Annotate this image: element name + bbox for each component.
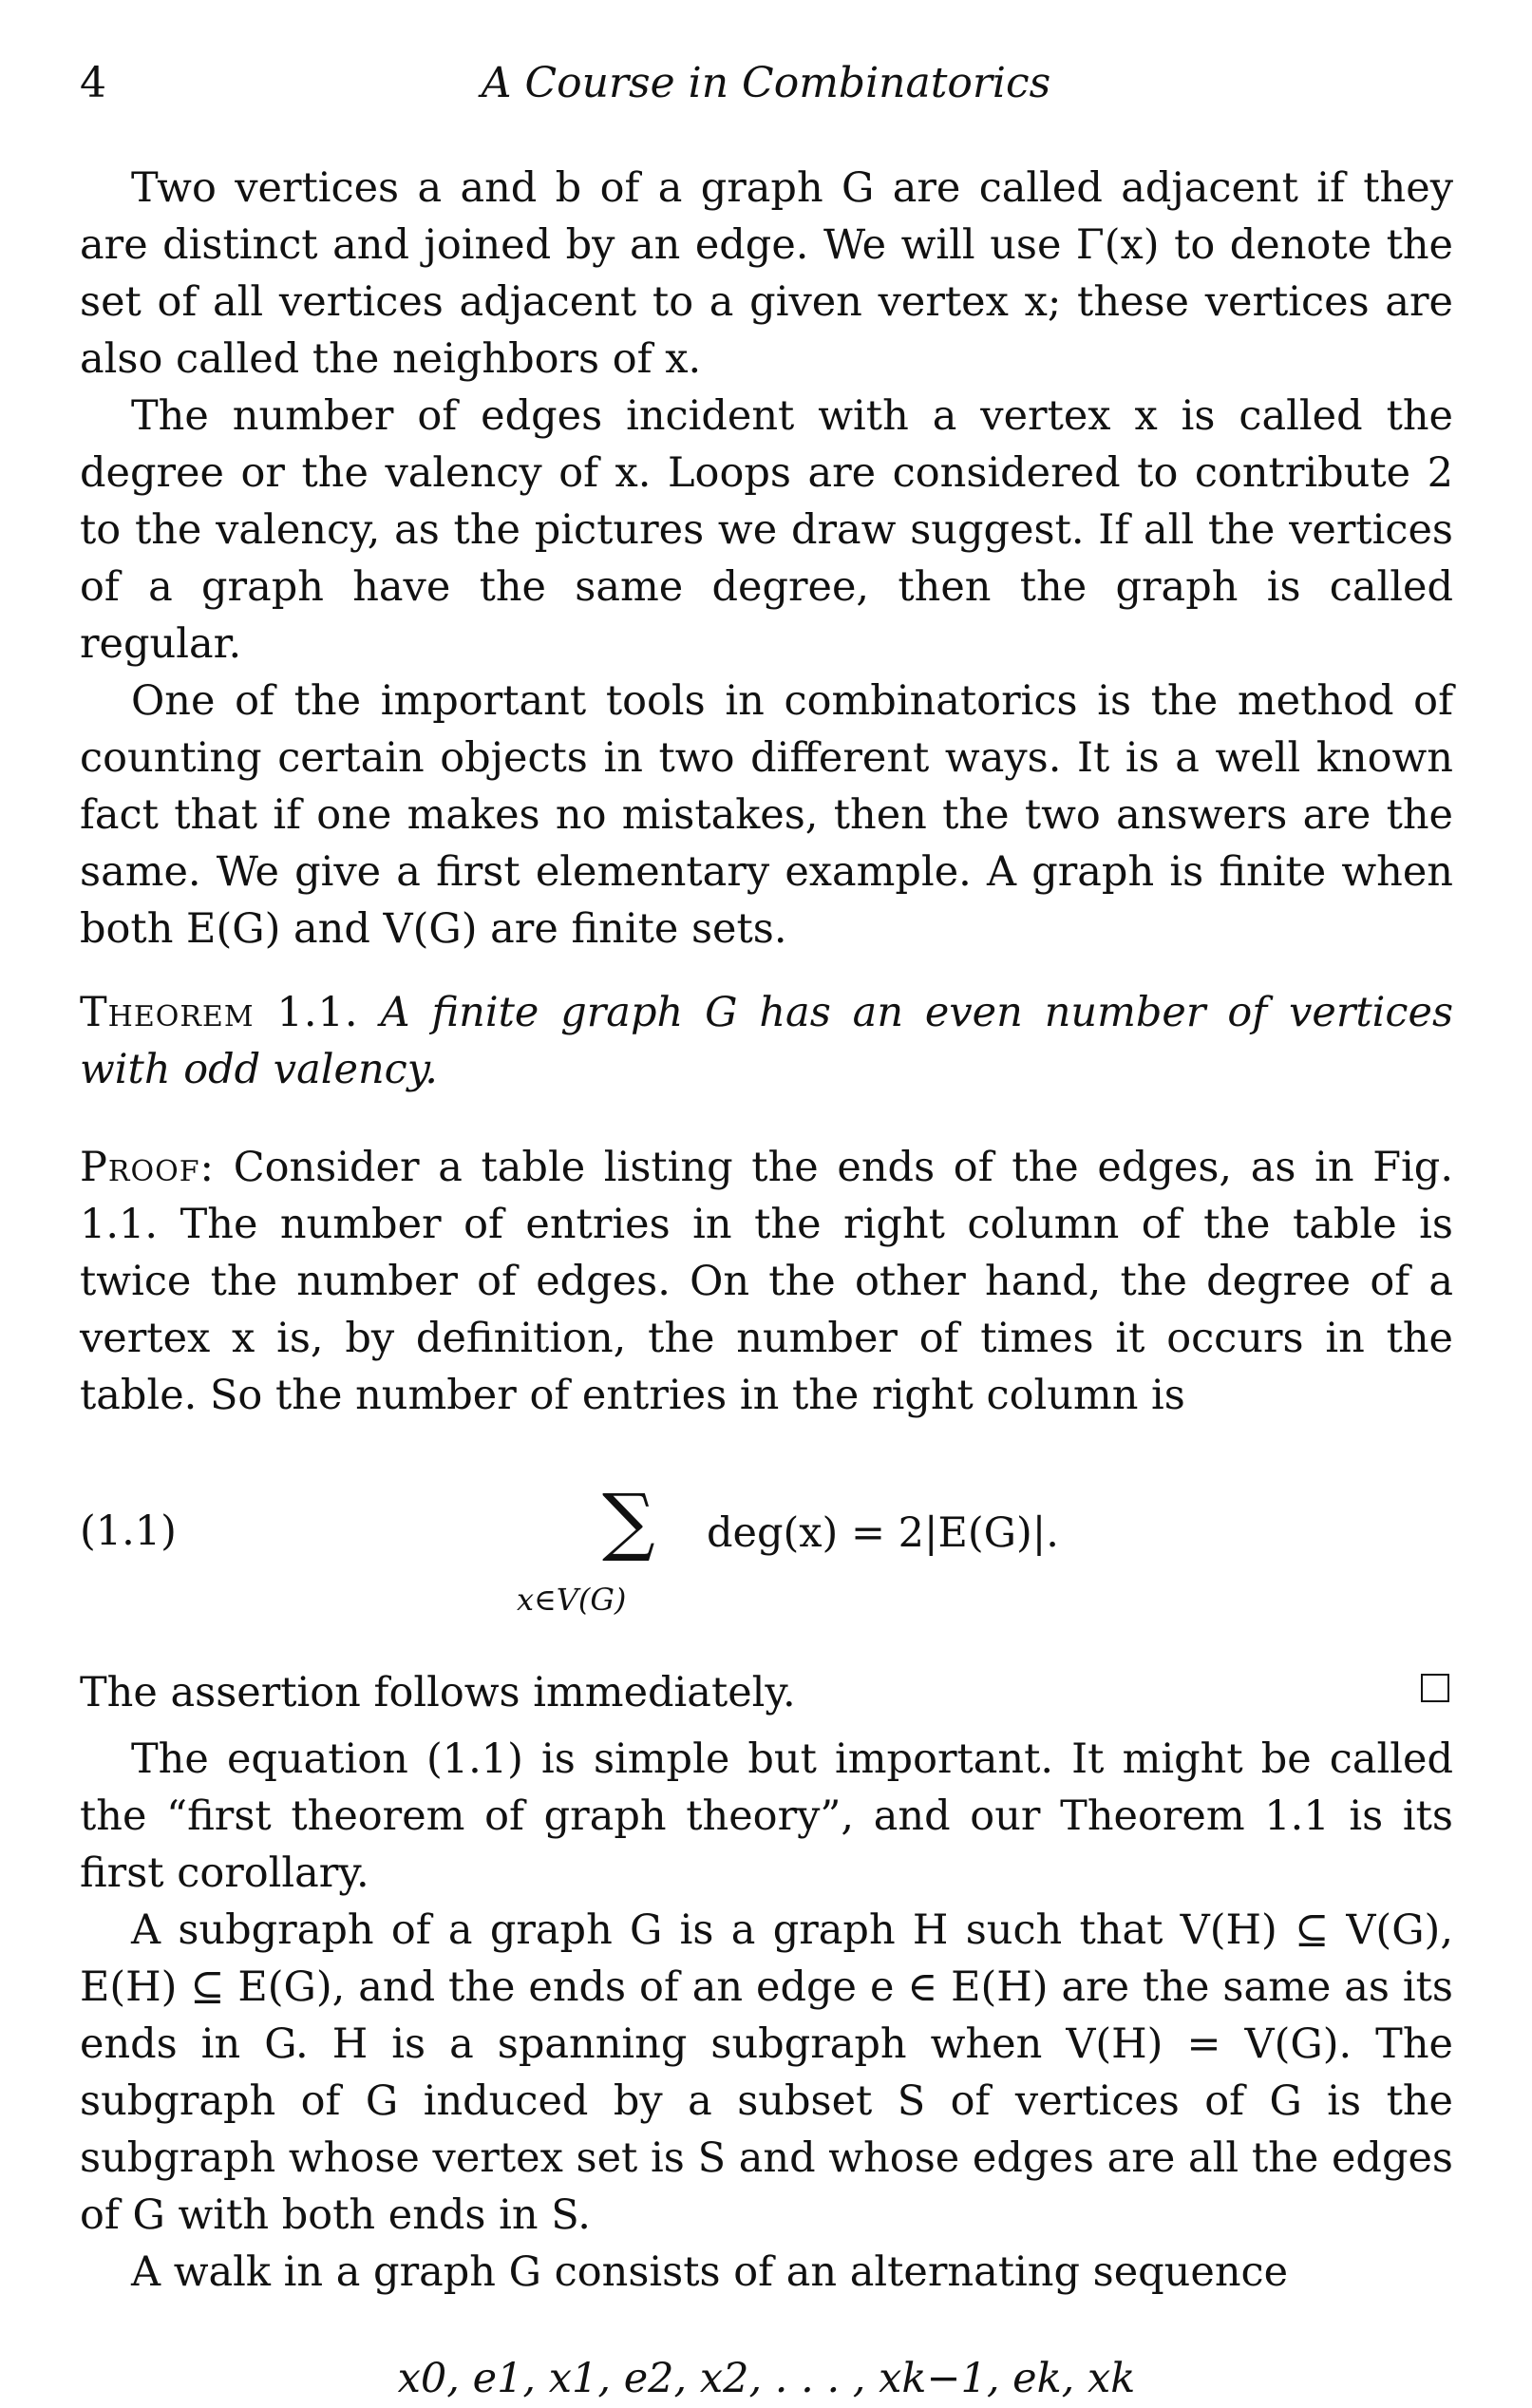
theorem-statement: A finite graph G has an even number of vertices with odd valency.: [80, 989, 1454, 1093]
proof-label: Proof:: [80, 1144, 216, 1191]
qed-box-icon: [1421, 1674, 1449, 1702]
equation-body: [517, 1479, 1182, 1645]
page-body: [80, 160, 1453, 2407]
walk-sequence: x0, e1, x1, e2, x2, . . . , xk−1, ek, xk: [397, 2355, 1136, 2402]
proof: [80, 1139, 1453, 1424]
paragraph-counting: One of the important tools in combinatorics is the method of counting certain objects in two different ways. It is a well known fact that if one makes no mistakes, then the two answers are the same. We give a first elementary example. A graph is finite when both E(G) and V(G) are finite sets.: [80, 677, 1453, 953]
page-number: 4: [80, 59, 106, 107]
summation-subscript: x∈V(G): [517, 1582, 627, 1618]
equation-label: (1.1): [80, 1507, 177, 1555]
equation-expression: deg(x) = 2|E(G)|.: [707, 1509, 1059, 1557]
assertion-text: The assertion follows immediately.: [80, 1669, 796, 1716]
proof-text: Consider a table listing the ends of the edges, as in Fig. 1.1. The number of entries in the right column of the table is twice the number of edges. On the other hand, the degree of a vertex x is, by definition, the number of times it occurs in the table. So the number of entries in the right column is: [80, 1144, 1453, 1419]
page-header: [80, 59, 1452, 116]
paragraph-walk: A walk in a graph G consists of an alternating sequence: [131, 2248, 1289, 2296]
equation-1-1: [80, 1465, 1453, 1655]
theorem-1-1: [80, 984, 1453, 1098]
summation-sign: ∑: [602, 1479, 655, 1564]
theorem-label: Theorem 1.1.: [80, 989, 359, 1036]
running-title: A Course in Combinatorics: [481, 59, 1051, 107]
assertion-line: [80, 1664, 1453, 1721]
paragraph-subgraph: A subgraph of a graph G is a graph H such that V(H) ⊆ V(G), E(H) ⊆ E(G), and the ends of an edge e ∈ E(H) are the same as its ends in G. H is a spanning subgraph when V(H) = V(G). The subgraph of G induced by a subset S of vertices of G is the subgraph whose vertex set is S and whose edges are all the edges of G with both ends in S.: [80, 1906, 1453, 2239]
paragraph-degree: The number of edges incident with a vertex x is called the degree or the valency of x. Loops are considered to contribute 2 to the valency, as the pictures we draw suggest. If all the vertices of a graph have the same degree, then the graph is called regular.: [80, 392, 1453, 668]
paragraph-first-theorem: The equation (1.1) is simple but important. It might be called the “first theorem of graph theory”, and our Theorem 1.1 is its first corollary.: [80, 1735, 1453, 1897]
paragraph-adjacent: Two vertices a and b of a graph G are called adjacent if they are distinct and joined by an edge. We will use Γ(x) to denote the set of all vertices adjacent to a given vertex x; these vertices are also called the neighbors of x.: [80, 164, 1453, 383]
